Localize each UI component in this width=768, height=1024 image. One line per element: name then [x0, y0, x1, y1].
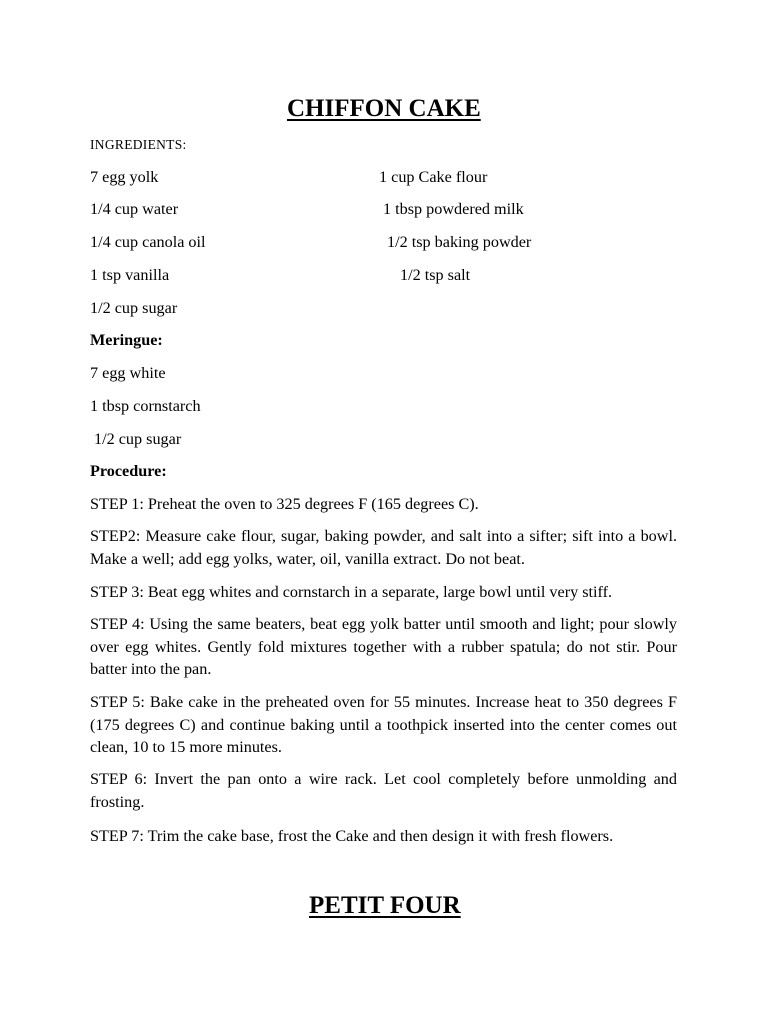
ingredients-heading: INGREDIENTS:	[90, 137, 187, 152]
procedure-step: STEP 6: Invert the pan onto a wire rack. Let cool completely before unmolding and frosting.	[90, 770, 677, 811]
ingredient-left-item: 1/4 cup canola oil	[90, 233, 206, 251]
procedure-step: STEP 4: Using the same beaters, beat egg yolk batter until smooth and light; pour slowly over egg whites. Gently fold mixtures together with a rubber spatula; do not stir. Pour batter into the pan.	[90, 615, 677, 678]
procedure-step: STEP2: Measure cake flour, sugar, baking powder, and salt into a sifter; sift into a bowl. Make a well; add egg yolks, water, oil, vanilla extract. Do not beat.	[90, 527, 677, 568]
ingredient-right-item: 1 cup Cake flour	[379, 168, 488, 186]
procedure-heading: Procedure:	[90, 462, 167, 480]
meringue-item: 7 egg white	[90, 364, 166, 382]
ingredient-left-item: 1/4 cup water	[90, 200, 179, 218]
meringue-item: 1 tbsp cornstarch	[90, 397, 201, 415]
procedure-step: STEP 1: Preheat the oven to 325 degrees F (165 degrees C).	[90, 495, 479, 513]
next-recipe-title: PETIT FOUR	[309, 892, 461, 919]
ingredient-left-item: 1/2 cup sugar	[90, 299, 178, 317]
meringue-heading: Meringue:	[90, 331, 163, 349]
ingredient-left-item: 7 egg yolk	[90, 168, 159, 186]
page-title: CHIFFON CAKE	[287, 95, 481, 122]
meringue-item: 1/2 cup sugar	[94, 430, 182, 448]
procedure-step: STEP 5: Bake cake in the preheated oven for 55 minutes. Increase heat to 350 degrees F (175 degrees C) and continue baking until a toothpick inserted into the center comes out clean, 10 to 15 more minutes.	[90, 693, 677, 756]
ingredient-right-item: 1/2 tsp salt	[400, 266, 471, 284]
ingredient-left-item: 1 tsp vanilla	[90, 266, 170, 284]
procedure-step: STEP 3: Beat egg whites and cornstarch in a separate, large bowl until very stiff.	[90, 583, 613, 601]
procedure-step: STEP 7: Trim the cake base, frost the Cake and then design it with fresh flowers.	[90, 827, 614, 845]
ingredient-right-item: 1 tbsp powdered milk	[383, 200, 524, 218]
ingredient-right-item: 1/2 tsp baking powder	[387, 233, 532, 251]
